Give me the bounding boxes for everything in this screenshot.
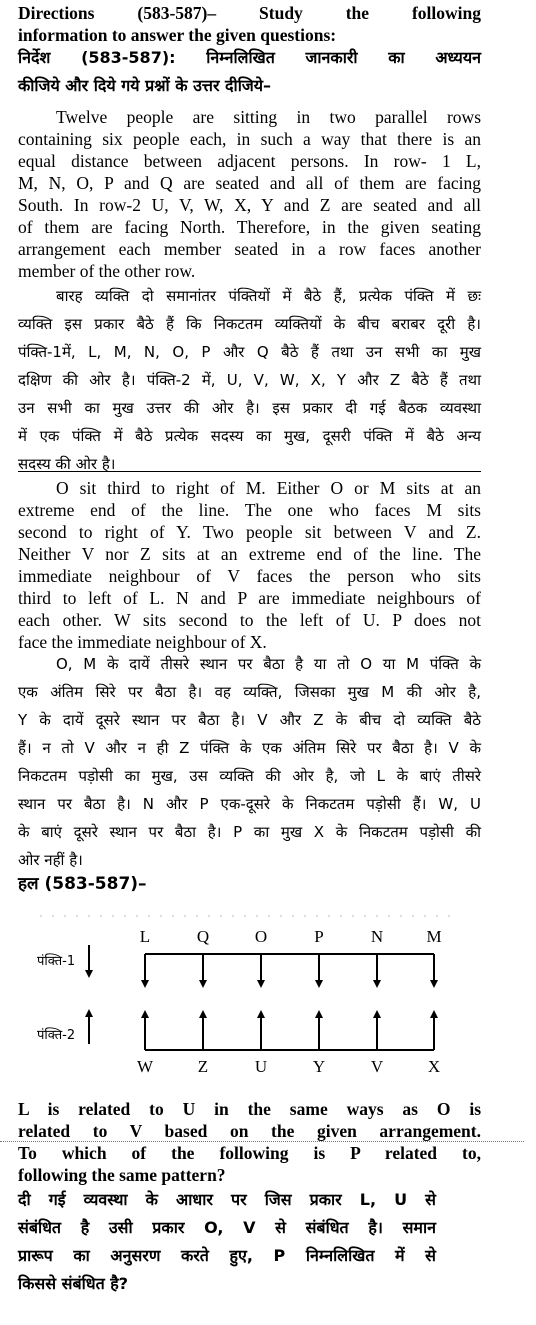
question-hi-line: संबंधित है उसी प्रकार O, V से संबंधित है। समान bbox=[18, 1218, 436, 1237]
question-en bbox=[18, 1098, 481, 1186]
passage-en-line: containing six people each, in such a way that there is an bbox=[18, 129, 481, 149]
question-hi bbox=[18, 1186, 436, 1298]
row2-seat-label: W bbox=[136, 1057, 154, 1076]
row1-label: पंक्ति-1 bbox=[37, 954, 76, 969]
section-divider bbox=[18, 471, 481, 472]
clues-en-line: extreme end of the line. The one who faces M sits bbox=[18, 500, 481, 520]
question-hi-line: प्रारूप का अनुसरण करते हुए, P निम्नलिखित में से bbox=[18, 1246, 436, 1265]
passage-hi-line: पंक्ति-1में, L, M, N, O, P और Q बैठे हैं तथा उन सभी का मुख bbox=[18, 343, 481, 361]
row2-seats bbox=[137, 1014, 440, 1076]
passage-hi-line: में एक पंक्ति में बैठे प्रत्येक सदस्य का मुख, दूसरी पंक्ति में बैठे अन्य bbox=[18, 427, 481, 445]
seating-diagram bbox=[0, 900, 536, 1090]
question-hi-line: किससे संबंधित है? bbox=[18, 1274, 129, 1293]
clues-hi-line: ओर नहीं है। bbox=[18, 851, 83, 869]
clues-hi-line: हैं। न तो V और न ही Z पंक्ति के एक अंतिम सिरे पर बैठा है। V के bbox=[18, 739, 481, 757]
solution-label: हल (583-587)– bbox=[18, 874, 147, 894]
passage-hi-line: बारह व्यक्ति दो समानांतर पंक्तियों में बैठे हैं, प्रत्येक पंक्ति में छः bbox=[56, 287, 481, 305]
passage-en-line: of them are facing North. Therefore, in the given seating bbox=[18, 217, 481, 237]
clues-en-line: each other. W sits second to the left of U. P does not bbox=[18, 610, 481, 630]
clues-en-line: third to left of L. N and P are immediate neighbours of bbox=[18, 588, 481, 608]
clues-en-line: Neither V nor Z sits at an extreme end of the line. The bbox=[18, 544, 481, 564]
row2-label: पंक्ति-2 bbox=[37, 1028, 76, 1043]
row2-seat-label: U bbox=[254, 1057, 268, 1076]
clues-hi-line: स्थान पर बैठा है। N और P एक-दूसरे के निकटतम पड़ोसी हैं। W, U bbox=[18, 795, 481, 813]
passage-hi-line: सदस्य की ओर है। bbox=[18, 455, 116, 473]
directions-hi-line1: निर्देश (583-587): निम्नलिखित जानकारी का अध्ययन bbox=[18, 48, 481, 67]
question-separator bbox=[0, 1141, 524, 1142]
passage-hi bbox=[18, 282, 481, 478]
row2-seat-label: V bbox=[370, 1057, 384, 1076]
row1-seat-label: Q bbox=[196, 927, 210, 946]
directions-en-line2: information to answer the given questions: bbox=[18, 25, 337, 45]
clues-en bbox=[18, 477, 481, 653]
passage-en-line: equal distance between adjacent persons. In row- 1 L, bbox=[18, 151, 481, 171]
question-hi-line: दी गई व्यवस्था के आधार पर जिस प्रकार L, U से bbox=[18, 1190, 436, 1209]
question-en-line: L is related to U in the same ways as O is bbox=[18, 1099, 481, 1119]
passage-en-line: arrangement each member seated in a row faces another bbox=[18, 239, 481, 259]
clues-hi-line: एक अंतिम सिरे पर बैठा है। वह व्यक्ति, जिसका मुख M की ओर है, bbox=[18, 683, 481, 701]
clues-hi-line: Y के दायें दूसरे स्थान पर बैठा है। V और Z के बीच दो व्यक्ति बैठे bbox=[18, 711, 481, 729]
passage-en-line: M, N, O, P and Q are seated and all of them are facing bbox=[18, 173, 481, 193]
clues-en-line: O sit third to right of M. Either O or M sits at an bbox=[56, 478, 481, 498]
passage-hi-line: व्यक्ति इस प्रकार बैठे हैं कि निकटतम व्यक्तियों के बीच बराबर दूरी है। bbox=[18, 315, 481, 333]
passage-hi-line: उन सभी का मुख उत्तर की ओर है। इस प्रकार दी गई बैठक व्यवस्था bbox=[18, 399, 481, 417]
row1-seat-label: N bbox=[370, 927, 384, 946]
question-en-line: related to V based on the given arrangement. bbox=[18, 1121, 481, 1141]
clues-en-line: face the immediate neighbour of X. bbox=[18, 632, 267, 652]
clues-hi-line: निकटतम पड़ोसी का मुख, उस व्यक्ति की ओर है, जो L के बाएं तीसरे bbox=[18, 767, 481, 785]
row1-seat-label: L bbox=[139, 927, 151, 946]
clues-hi bbox=[18, 650, 481, 874]
row2-seat-label: Z bbox=[197, 1057, 209, 1076]
clues-hi-line: के बाएं दूसरे स्थान पर बैठा है। P का मुख X के निकटतम पड़ोसी की bbox=[18, 823, 481, 841]
directions-en-line1: Directions (583-587)– Study the following bbox=[18, 3, 481, 23]
row1-seat-label: P bbox=[314, 927, 324, 946]
row1-seats bbox=[140, 927, 442, 984]
passage-hi-line: दक्षिण की ओर है। पंक्ति-2 में, U, V, W, X, Y और Z बैठे हैं तथा bbox=[18, 371, 481, 389]
row2-seat-label: X bbox=[427, 1057, 441, 1076]
passage-en-line: South. In row-2 U, V, W, X, Y and Z are seated and all bbox=[18, 195, 481, 215]
row1-seat-label: M bbox=[426, 927, 442, 946]
directions-hi-line2: कीजिये और दिये गये प्रश्नों के उत्तर दीजिये– bbox=[18, 76, 271, 95]
passage-en-line: Twelve people are sitting in two parallel rows bbox=[56, 107, 481, 127]
clues-hi-line: O, M के दायें तीसरे स्थान पर बैठा है या तो O या M पंक्ति के bbox=[56, 655, 481, 673]
passage-en bbox=[18, 106, 481, 282]
row1-seat-label: O bbox=[254, 927, 268, 946]
passage-en-line: member of the other row. bbox=[18, 261, 196, 281]
clues-en-line: second to right of Y. Two people sit between V and Z. bbox=[18, 522, 481, 542]
question-en-line: To which of the following is P related to, bbox=[18, 1143, 481, 1163]
question-en-line: following the same pattern? bbox=[18, 1165, 226, 1185]
row2-seat-label: Y bbox=[312, 1057, 326, 1076]
clues-en-line: immediate neighbour of V faces the person who sits bbox=[18, 566, 481, 586]
